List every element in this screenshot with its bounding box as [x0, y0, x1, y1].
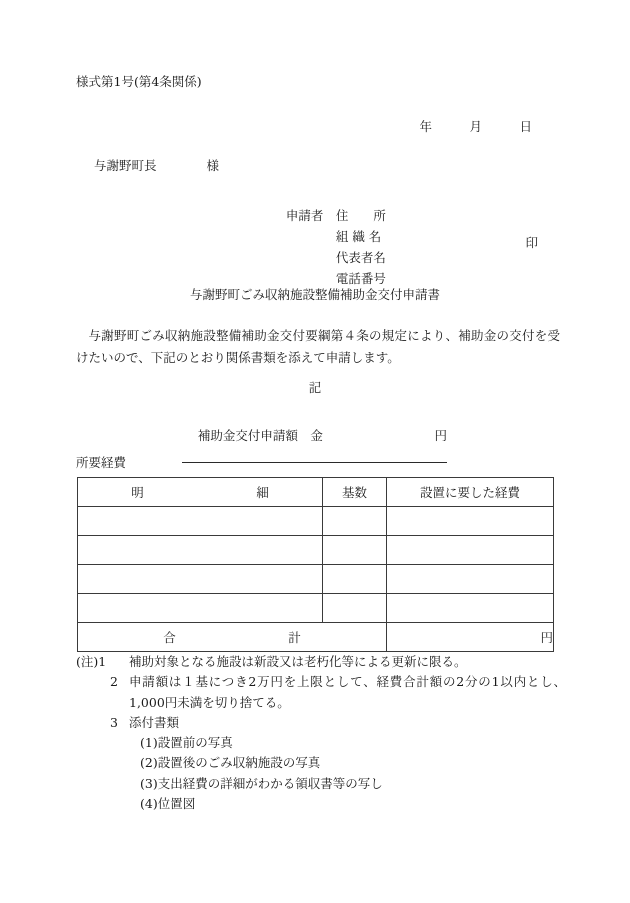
- total-label: 合 計: [78, 623, 387, 652]
- note-number-2: 2: [110, 674, 118, 690]
- table-row: [78, 594, 554, 623]
- applicant-field-address: 住 所: [335, 208, 386, 223]
- date-line: 年 月 日: [419, 119, 532, 134]
- cell-units[interactable]: [323, 565, 387, 594]
- applicant-row-address: [262, 191, 554, 223]
- applicant-row-representative: [262, 233, 554, 265]
- table-header-detail: 明 細: [78, 478, 323, 507]
- attachment-item-3: (3)支出経費の詳細がわかる領収書等の写し: [140, 775, 383, 791]
- amount-label: 補助金交付申請額 金: [197, 428, 323, 443]
- cell-cost[interactable]: [387, 565, 554, 594]
- cell-detail[interactable]: [78, 565, 323, 594]
- applicant-label: 申請者: [285, 208, 324, 223]
- applicant-field-telephone: 電話番号: [335, 271, 386, 286]
- table-total-row: [78, 623, 554, 652]
- document-title: 与謝野町ごみ収納施設整備補助金交付申請書: [189, 287, 440, 302]
- note-prefix: (注)1: [76, 654, 107, 669]
- notes-section: [76, 652, 566, 814]
- addressee-line: 与謝野町長 様: [94, 158, 220, 173]
- applicant-row-telephone: [262, 254, 554, 286]
- note-item-2: [76, 672, 566, 713]
- cell-units[interactable]: [323, 536, 387, 565]
- total-cost-unit[interactable]: 円: [387, 623, 554, 652]
- cell-detail[interactable]: [78, 594, 323, 623]
- note-item-3: [76, 713, 566, 733]
- attachment-list: [76, 733, 566, 814]
- table-header-row: [78, 478, 554, 507]
- note-text-2: 申請額は１基につき2万円を上限として、経費合計額の2分の1以内とし、1,000円未満を切り捨てる。: [129, 674, 566, 710]
- attachment-item-2: (2)設置後のごみ収納施設の写真: [140, 755, 321, 771]
- cell-cost[interactable]: [387, 507, 554, 536]
- required-costs-label: 所要経費: [76, 455, 127, 470]
- cost-table: [77, 477, 554, 652]
- table-row: [78, 507, 554, 536]
- note-text-3: 添付書類: [129, 714, 180, 730]
- cell-cost[interactable]: [387, 536, 554, 565]
- attachment-item-1: (1)設置前の写真: [140, 735, 233, 750]
- note-number-3: 3: [110, 714, 118, 730]
- cell-detail[interactable]: [78, 536, 323, 565]
- cell-units[interactable]: [323, 594, 387, 623]
- note-text-1: 補助対象となる施設は新設又は老朽化等による更新に限る。: [129, 654, 467, 669]
- table-row: [78, 536, 554, 565]
- cell-cost[interactable]: [387, 594, 554, 623]
- cell-detail[interactable]: [78, 507, 323, 536]
- ki-mark: 記: [308, 380, 322, 395]
- form-number: 様式第1号(第4条関係): [76, 74, 202, 89]
- subsidy-amount-line: [182, 411, 447, 463]
- applicant-field-organization: 組 織 名: [335, 229, 382, 244]
- amount-unit: 円: [434, 428, 447, 443]
- table-header-cost: 設置に要した経費: [387, 478, 554, 507]
- table-row: [78, 565, 554, 594]
- attachment-item-4: (4)位置図: [140, 795, 196, 811]
- applicant-row-organization: [262, 212, 554, 244]
- applicant-block: [262, 191, 554, 286]
- note-item-1: [76, 652, 566, 672]
- body-paragraph-text: 与謝野町ごみ収納施設整備補助金交付要綱第４条の規定により、補助金の交付を受けたいので、下記のとおり関係書類を添えて申請します。: [76, 328, 560, 366]
- applicant-field-representative: 代表者名: [335, 250, 386, 265]
- table-header-units: 基数: [323, 478, 387, 507]
- body-paragraph: [76, 325, 560, 370]
- cell-units[interactable]: [323, 507, 387, 536]
- seal-mark: 印: [525, 235, 538, 250]
